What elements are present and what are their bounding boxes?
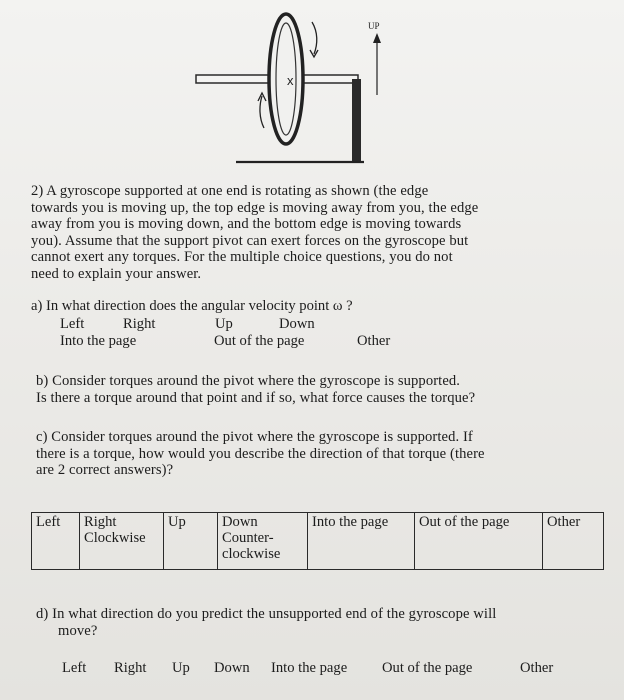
part-b-line: Is there a torque around that point and if so, what force causes the torque? <box>36 389 476 406</box>
table-cell-right[interactable]: Right Clockwise <box>80 513 164 570</box>
part-d-line: d) In what direction do you predict the unsupported end of the gyroscope will <box>36 606 497 622</box>
gyroscope-wheel <box>269 14 303 144</box>
part-d <box>36 606 596 639</box>
part-a-question: a) In what direction does the angular velocity point ω ? <box>31 298 353 314</box>
part-d-option-into-page[interactable]: Into the page <box>271 660 348 676</box>
intro-line: you). Assume that the support pivot can exert forces on the gyroscope but <box>31 232 469 249</box>
table-cell-other[interactable]: Other <box>543 513 604 570</box>
table-cell-out-of-page[interactable]: Out of the page <box>415 513 543 570</box>
table-row <box>32 513 604 570</box>
part-c-line: are 2 correct answers)? <box>36 462 174 478</box>
part-b <box>36 373 596 406</box>
intro-line: need to explain your answer. <box>31 265 202 282</box>
part-c-line: there is a torque, how would you describe the direction of that torque (there <box>36 445 485 462</box>
intro-line: towards you is moving up, the top edge is moving away from you, the edge <box>31 199 479 216</box>
table-cell-into-page[interactable]: Into the page <box>308 513 415 570</box>
intro-line: cannot exert any torques. For the multiple choice questions, you do not <box>31 249 453 265</box>
down-arrow-icon <box>312 22 317 54</box>
part-d-option-out-of-page[interactable]: Out of the page <box>382 660 473 676</box>
part-b-line: b) Consider torques around the pivot where the gyroscope is supported. <box>36 373 461 389</box>
part-d-option-down[interactable]: Down <box>214 660 250 676</box>
part-a-option-down[interactable]: Down <box>279 316 315 332</box>
up-arrow-icon <box>260 96 264 128</box>
intro-line: away from you is moving down, and the bottom edge is moving towards <box>31 216 462 232</box>
part-a-option-left[interactable]: Left <box>60 316 85 332</box>
part-d-option-right[interactable]: Right <box>114 660 147 676</box>
torque-answer-table <box>31 512 604 570</box>
part-a-option-up[interactable]: Up <box>215 316 233 332</box>
part-c-line: c) Consider torques around the pivot where the gyroscope is supported. If <box>36 429 473 445</box>
part-a-option-out-of-page[interactable]: Out of the page <box>214 333 305 349</box>
gyroscope-figure <box>0 0 624 180</box>
part-c <box>36 429 596 479</box>
part-a-option-right[interactable]: Right <box>123 316 156 332</box>
pivot-x-label: x <box>287 73 294 88</box>
part-a-option-into-page[interactable]: Into the page <box>60 333 137 349</box>
part-a-option-other[interactable]: Other <box>357 333 391 349</box>
up-label: UP <box>368 21 380 31</box>
intro-line: 2) A gyroscope supported at one end is rotating as shown (the edge <box>31 183 429 199</box>
table-cell-up[interactable]: Up <box>164 513 218 570</box>
part-d-option-up[interactable]: Up <box>172 660 190 676</box>
table-cell-down[interactable]: Down Counter- clockwise <box>218 513 308 570</box>
part-d-line: move? <box>58 622 98 639</box>
problem-intro <box>31 183 591 282</box>
support-post <box>352 79 361 162</box>
table-cell-left[interactable]: Left <box>32 513 80 570</box>
part-d-option-left[interactable]: Left <box>62 660 87 676</box>
part-d-option-other[interactable]: Other <box>520 660 554 676</box>
